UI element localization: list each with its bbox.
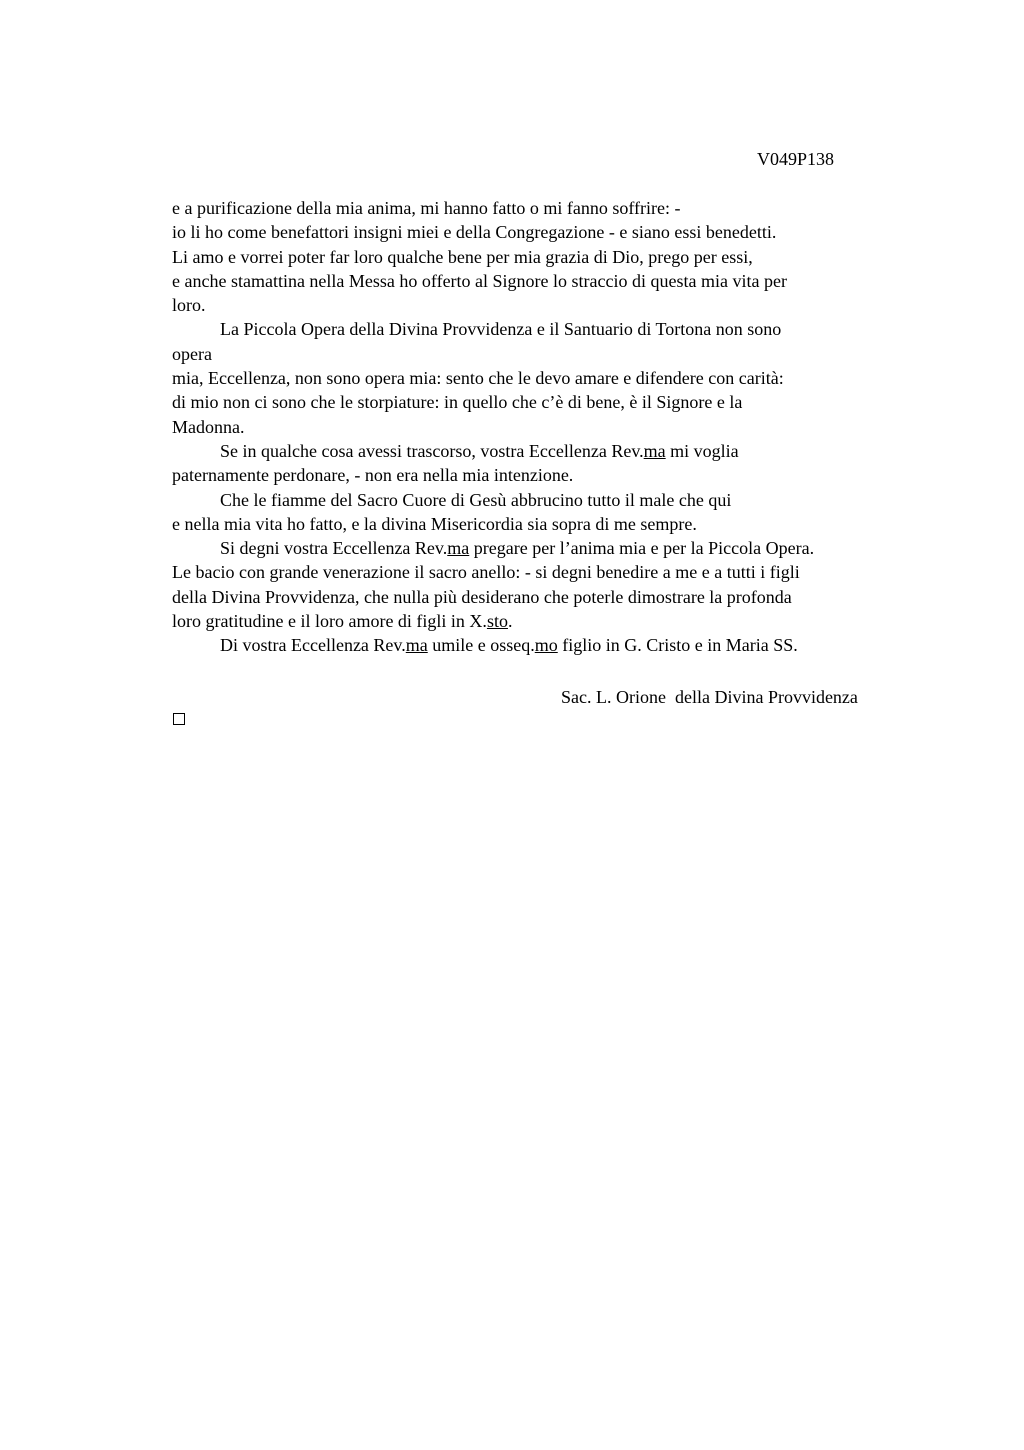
checkbox-empty-icon: [173, 713, 185, 725]
text-line: mia, Eccellenza, non sono opera mia: sento che le devo amare e difendere con carità:: [172, 368, 784, 389]
text-run: .: [507, 611, 513, 632]
text-line: Madonna.: [172, 416, 245, 437]
text-run: Se in qualche cosa avessi trascorso, vostra Eccellenza Rev.: [220, 440, 644, 461]
underlined-abbreviation: sto: [486, 611, 508, 632]
underlined-abbreviation: ma: [447, 538, 470, 559]
underlined-abbreviation: ma: [643, 440, 666, 461]
underlined-abbreviation: ma: [405, 635, 428, 656]
text-run: mi voglia: [665, 440, 739, 461]
text-line: e a purificazione della mia anima, mi hanno fatto o mi fanno soffrire: -: [172, 198, 681, 218]
text-line: di mio non ci sono che le storpiature: in quello che c’è di bene, è il Signore e la: [172, 392, 743, 413]
underlined-abbreviation: mo: [534, 635, 558, 656]
text-line: [172, 633, 912, 657]
text-line: io li ho come benefattori insigni miei e della Congregazione - e siano essi benedetti.: [172, 222, 777, 243]
text-line: della Divina Provvidenza, che nulla più desiderano che poterle dimostrare la profonda: [172, 586, 792, 607]
text-line: [172, 536, 912, 560]
text-line: La Piccola Opera della Divina Provvidenza e il Santuario di Tortona non sono: [220, 319, 782, 340]
text-run: umile e osseq.: [427, 635, 535, 656]
letter-body: [172, 196, 912, 658]
text-line: Che le fiamme del Sacro Cuore di Gesù abbrucino tutto il male che qui: [220, 489, 732, 510]
text-line: Le bacio con grande venerazione il sacro anello: - si degni benedire a me e a tutti i figli: [172, 562, 800, 583]
text-run: loro gratitudine e il loro amore di figli in X.: [172, 611, 487, 632]
text-line: Li amo e vorrei poter far loro qualche bene per mia grazia di Dio, prego per essi,: [172, 246, 753, 267]
text-line: opera: [172, 343, 212, 364]
signature: Sac. L. Orione della Divina Provvidenza: [561, 687, 858, 707]
text-line: e nella mia vita ho fatto, e la divina Misericordia sia sopra di me sempre.: [172, 513, 697, 534]
text-line: [172, 439, 912, 463]
text-line: e anche stamattina nella Messa ho offerto al Signore lo straccio di questa mia vita per: [172, 270, 787, 291]
text-line: [172, 609, 912, 633]
text-line: loro.: [172, 295, 206, 316]
text-run: figlio in G. Cristo e in Maria SS.: [557, 635, 798, 656]
text-run: Di vostra Eccellenza Rev.: [220, 635, 406, 656]
text-run: pregare per l’anima mia e per la Piccola Opera.: [469, 538, 815, 559]
text-run: Si degni vostra Eccellenza Rev.: [220, 538, 448, 559]
page-identifier: V049P138: [757, 149, 835, 169]
text-line: paternamente perdonare, - non era nella mia intenzione.: [172, 465, 574, 486]
